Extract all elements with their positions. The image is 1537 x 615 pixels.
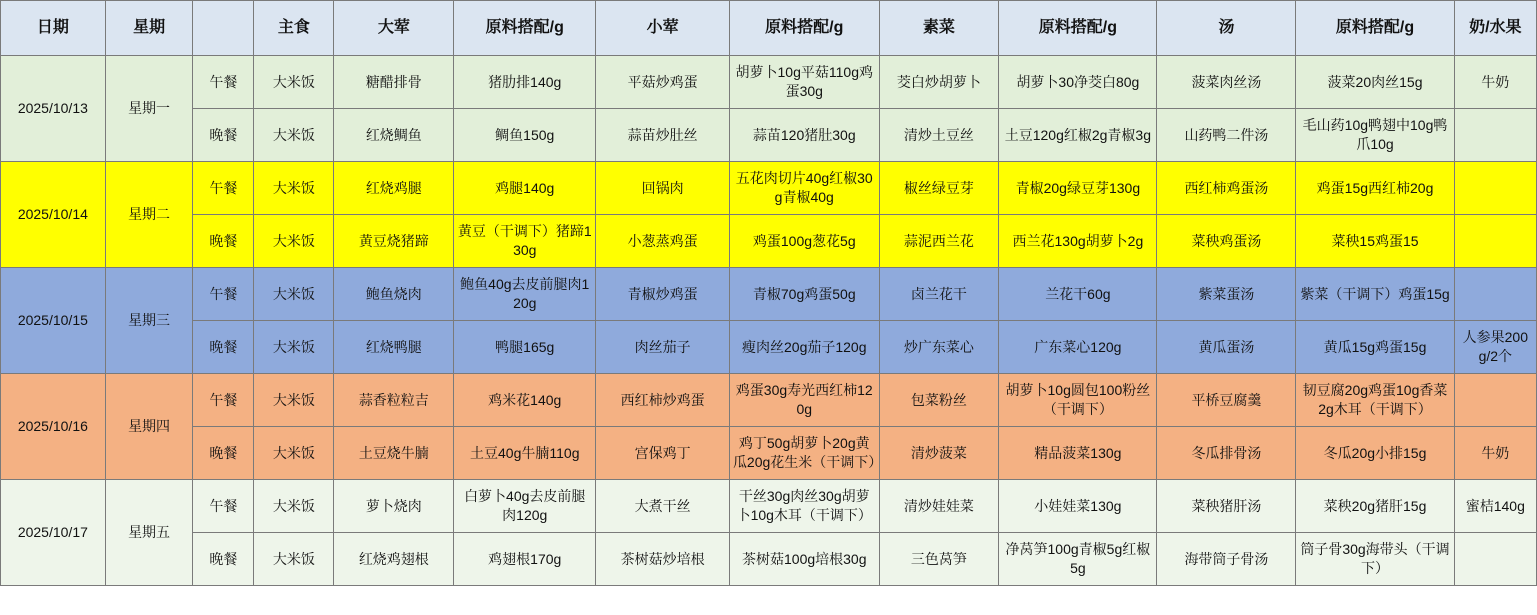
cell-staple: 大米饭: [254, 268, 334, 321]
cell-meal: 晚餐: [193, 321, 254, 374]
table-row: [1, 427, 1537, 480]
cell-big-dish-ingredients: 鸡腿140g: [454, 162, 596, 215]
cell-small-dish-ingredients: 鸡蛋30g寿光西红柿120g: [729, 374, 879, 427]
cell-soup: 平桥豆腐羹: [1157, 374, 1296, 427]
cell-meal: 午餐: [193, 374, 254, 427]
cell-soup-ingredients: 菜秧15鸡蛋15: [1296, 215, 1454, 268]
cell-big-dish: 蒜香粒粒吉: [334, 374, 454, 427]
cell-big-dish: 糖醋排骨: [334, 56, 454, 109]
cell-milk-fruit: [1454, 215, 1536, 268]
cell-small-dish: 宫保鸡丁: [596, 427, 730, 480]
cell-soup-ingredients: 菠菜20肉丝15g: [1296, 56, 1454, 109]
cell-small-dish-ingredients: 胡萝卜10g平菇110g鸡蛋30g: [729, 56, 879, 109]
cell-soup: 菜秧猪肝汤: [1157, 480, 1296, 533]
cell-soup: 菜秧鸡蛋汤: [1157, 215, 1296, 268]
cell-meal: 午餐: [193, 162, 254, 215]
cell-vegetable: 清炒土豆丝: [879, 109, 999, 162]
cell-big-dish-ingredients: 猪肋排140g: [454, 56, 596, 109]
table-row: [1, 56, 1537, 109]
cell-meal: 晚餐: [193, 215, 254, 268]
cell-vegetable-ingredients: 小娃娃菜130g: [999, 480, 1157, 533]
cell-big-dish: 红烧鸭腿: [334, 321, 454, 374]
cell-vegetable: 蒜泥西兰花: [879, 215, 999, 268]
cell-meal: 晚餐: [193, 427, 254, 480]
cell-soup-ingredients: 鸡蛋15g西红柿20g: [1296, 162, 1454, 215]
cell-staple: 大米饭: [254, 56, 334, 109]
cell-soup-ingredients: 韧豆腐20g鸡蛋10g香菜2g木耳（干调下）: [1296, 374, 1454, 427]
cell-big-dish-ingredients: 鲍鱼40g去皮前腿肉120g: [454, 268, 596, 321]
cell-small-dish: 青椒炒鸡蛋: [596, 268, 730, 321]
cell-weekday: 星期一: [105, 56, 193, 162]
cell-staple: 大米饭: [254, 533, 334, 586]
cell-vegetable: 卤兰花干: [879, 268, 999, 321]
cell-small-dish: 平菇炒鸡蛋: [596, 56, 730, 109]
cell-vegetable: 清炒菠菜: [879, 427, 999, 480]
header-soup: 汤: [1157, 1, 1296, 56]
cell-meal: 午餐: [193, 56, 254, 109]
cell-meal: 晚餐: [193, 109, 254, 162]
cell-big-dish-ingredients: 土豆40g牛腩110g: [454, 427, 596, 480]
cell-weekday: 星期五: [105, 480, 193, 586]
cell-vegetable: 茭白炒胡萝卜: [879, 56, 999, 109]
table-row: [1, 321, 1537, 374]
table-row: [1, 109, 1537, 162]
cell-milk-fruit: 人参果200g/2个: [1454, 321, 1536, 374]
cell-small-dish-ingredients: 茶树菇100g培根30g: [729, 533, 879, 586]
cell-milk-fruit: [1454, 374, 1536, 427]
header-staple: 主食: [254, 1, 334, 56]
cell-date: 2025/10/17: [1, 480, 106, 586]
header-big-dish: 大荤: [334, 1, 454, 56]
cell-soup: 西红柿鸡蛋汤: [1157, 162, 1296, 215]
cell-milk-fruit: [1454, 268, 1536, 321]
cell-milk-fruit: 牛奶: [1454, 427, 1536, 480]
cell-small-dish: 蒜苗炒肚丝: [596, 109, 730, 162]
cell-meal: 晚餐: [193, 533, 254, 586]
cell-soup: 山药鸭二件汤: [1157, 109, 1296, 162]
cell-weekday: 星期四: [105, 374, 193, 480]
header-small-dish-ingredients: 原料搭配/g: [729, 1, 879, 56]
cell-small-dish-ingredients: 青椒70g鸡蛋50g: [729, 268, 879, 321]
cell-big-dish-ingredients: 黄豆（干调下）猪蹄130g: [454, 215, 596, 268]
cell-big-dish: 红烧鸡腿: [334, 162, 454, 215]
cell-small-dish-ingredients: 鸡丁50g胡萝卜20g黄瓜20g花生米（干调下）: [729, 427, 879, 480]
cell-soup: 冬瓜排骨汤: [1157, 427, 1296, 480]
cell-milk-fruit: 牛奶: [1454, 56, 1536, 109]
cell-vegetable-ingredients: 广东菜心120g: [999, 321, 1157, 374]
cell-small-dish-ingredients: 瘦肉丝20g茄子120g: [729, 321, 879, 374]
header-weekday: 星期: [105, 1, 193, 56]
cell-milk-fruit: [1454, 162, 1536, 215]
cell-soup: 黄瓜蛋汤: [1157, 321, 1296, 374]
cell-staple: 大米饭: [254, 480, 334, 533]
cell-vegetable-ingredients: 西兰花130g胡萝卜2g: [999, 215, 1157, 268]
cell-date: 2025/10/14: [1, 162, 106, 268]
cell-big-dish: 土豆烧牛腩: [334, 427, 454, 480]
header-soup-ingredients: 原料搭配/g: [1296, 1, 1454, 56]
cell-big-dish: 红烧鸡翅根: [334, 533, 454, 586]
header-vegetable-ingredients: 原料搭配/g: [999, 1, 1157, 56]
cell-vegetable-ingredients: 青椒20g绿豆芽130g: [999, 162, 1157, 215]
header-row: [1, 1, 1537, 56]
cell-weekday: 星期三: [105, 268, 193, 374]
cell-soup-ingredients: 紫菜（干调下）鸡蛋15g: [1296, 268, 1454, 321]
cell-big-dish: 萝卜烧肉: [334, 480, 454, 533]
cell-big-dish-ingredients: 鸭腿165g: [454, 321, 596, 374]
cell-vegetable-ingredients: 精品菠菜130g: [999, 427, 1157, 480]
cell-small-dish: 大煮干丝: [596, 480, 730, 533]
cell-milk-fruit: [1454, 109, 1536, 162]
cell-big-dish: 红烧鲷鱼: [334, 109, 454, 162]
cell-staple: 大米饭: [254, 374, 334, 427]
cell-vegetable-ingredients: 胡萝卜10g圆包100粉丝（干调下）: [999, 374, 1157, 427]
cell-big-dish-ingredients: 白萝卜40g去皮前腿肉120g: [454, 480, 596, 533]
cell-small-dish: 西红柿炒鸡蛋: [596, 374, 730, 427]
cell-big-dish-ingredients: 鸡米花140g: [454, 374, 596, 427]
cell-meal: 午餐: [193, 268, 254, 321]
cell-staple: 大米饭: [254, 215, 334, 268]
cell-soup-ingredients: 冬瓜20g小排15g: [1296, 427, 1454, 480]
header-meal: [193, 1, 254, 56]
cell-staple: 大米饭: [254, 321, 334, 374]
cell-staple: 大米饭: [254, 162, 334, 215]
cell-date: 2025/10/13: [1, 56, 106, 162]
header-vegetable: 素菜: [879, 1, 999, 56]
cell-small-dish-ingredients: 蒜苗120猪肚30g: [729, 109, 879, 162]
cell-small-dish: 肉丝茄子: [596, 321, 730, 374]
cell-vegetable-ingredients: 土豆120g红椒2g青椒3g: [999, 109, 1157, 162]
cell-small-dish-ingredients: 鸡蛋100g葱花5g: [729, 215, 879, 268]
cell-milk-fruit: [1454, 533, 1536, 586]
cell-vegetable-ingredients: 胡萝卜30净茭白80g: [999, 56, 1157, 109]
cell-small-dish: 回锅肉: [596, 162, 730, 215]
cell-date: 2025/10/16: [1, 374, 106, 480]
table-row: [1, 480, 1537, 533]
cell-vegetable: 清炒娃娃菜: [879, 480, 999, 533]
header-big-dish-ingredients: 原料搭配/g: [454, 1, 596, 56]
cell-vegetable-ingredients: 净莴笋100g青椒5g红椒5g: [999, 533, 1157, 586]
cell-meal: 午餐: [193, 480, 254, 533]
cell-staple: 大米饭: [254, 427, 334, 480]
table-header: [1, 1, 1537, 56]
cell-vegetable: 炒广东菜心: [879, 321, 999, 374]
cell-vegetable: 椒丝绿豆芽: [879, 162, 999, 215]
cell-big-dish: 黄豆烧猪蹄: [334, 215, 454, 268]
cell-soup: 紫菜蛋汤: [1157, 268, 1296, 321]
cell-vegetable: 包菜粉丝: [879, 374, 999, 427]
table-row: [1, 374, 1537, 427]
cell-staple: 大米饭: [254, 109, 334, 162]
cell-soup: 菠菜肉丝汤: [1157, 56, 1296, 109]
header-small-dish: 小荤: [596, 1, 730, 56]
cell-big-dish-ingredients: 鲷鱼150g: [454, 109, 596, 162]
cell-soup: 海带筒子骨汤: [1157, 533, 1296, 586]
table-row: [1, 268, 1537, 321]
cell-milk-fruit: 蜜桔140g: [1454, 480, 1536, 533]
cell-soup-ingredients: 毛山药10g鸭翅中10g鸭爪10g: [1296, 109, 1454, 162]
cell-big-dish-ingredients: 鸡翅根170g: [454, 533, 596, 586]
cell-soup-ingredients: 菜秧20g猪肝15g: [1296, 480, 1454, 533]
table-row: [1, 215, 1537, 268]
cell-date: 2025/10/15: [1, 268, 106, 374]
table-row: [1, 162, 1537, 215]
table-body: [1, 56, 1537, 586]
table-row: [1, 533, 1537, 586]
cell-weekday: 星期二: [105, 162, 193, 268]
cell-small-dish-ingredients: 干丝30g肉丝30g胡萝卜10g木耳（干调下）: [729, 480, 879, 533]
cell-vegetable: 三色莴笋: [879, 533, 999, 586]
cell-vegetable-ingredients: 兰花干60g: [999, 268, 1157, 321]
cell-small-dish-ingredients: 五花肉切片40g红椒30g青椒40g: [729, 162, 879, 215]
header-milk-fruit: 奶/水果: [1454, 1, 1536, 56]
cell-soup-ingredients: 筒子骨30g海带头（干调下）: [1296, 533, 1454, 586]
cell-soup-ingredients: 黄瓜15g鸡蛋15g: [1296, 321, 1454, 374]
cell-big-dish: 鲍鱼烧肉: [334, 268, 454, 321]
cell-small-dish: 小葱蒸鸡蛋: [596, 215, 730, 268]
cell-small-dish: 茶树菇炒培根: [596, 533, 730, 586]
header-date: 日期: [1, 1, 106, 56]
